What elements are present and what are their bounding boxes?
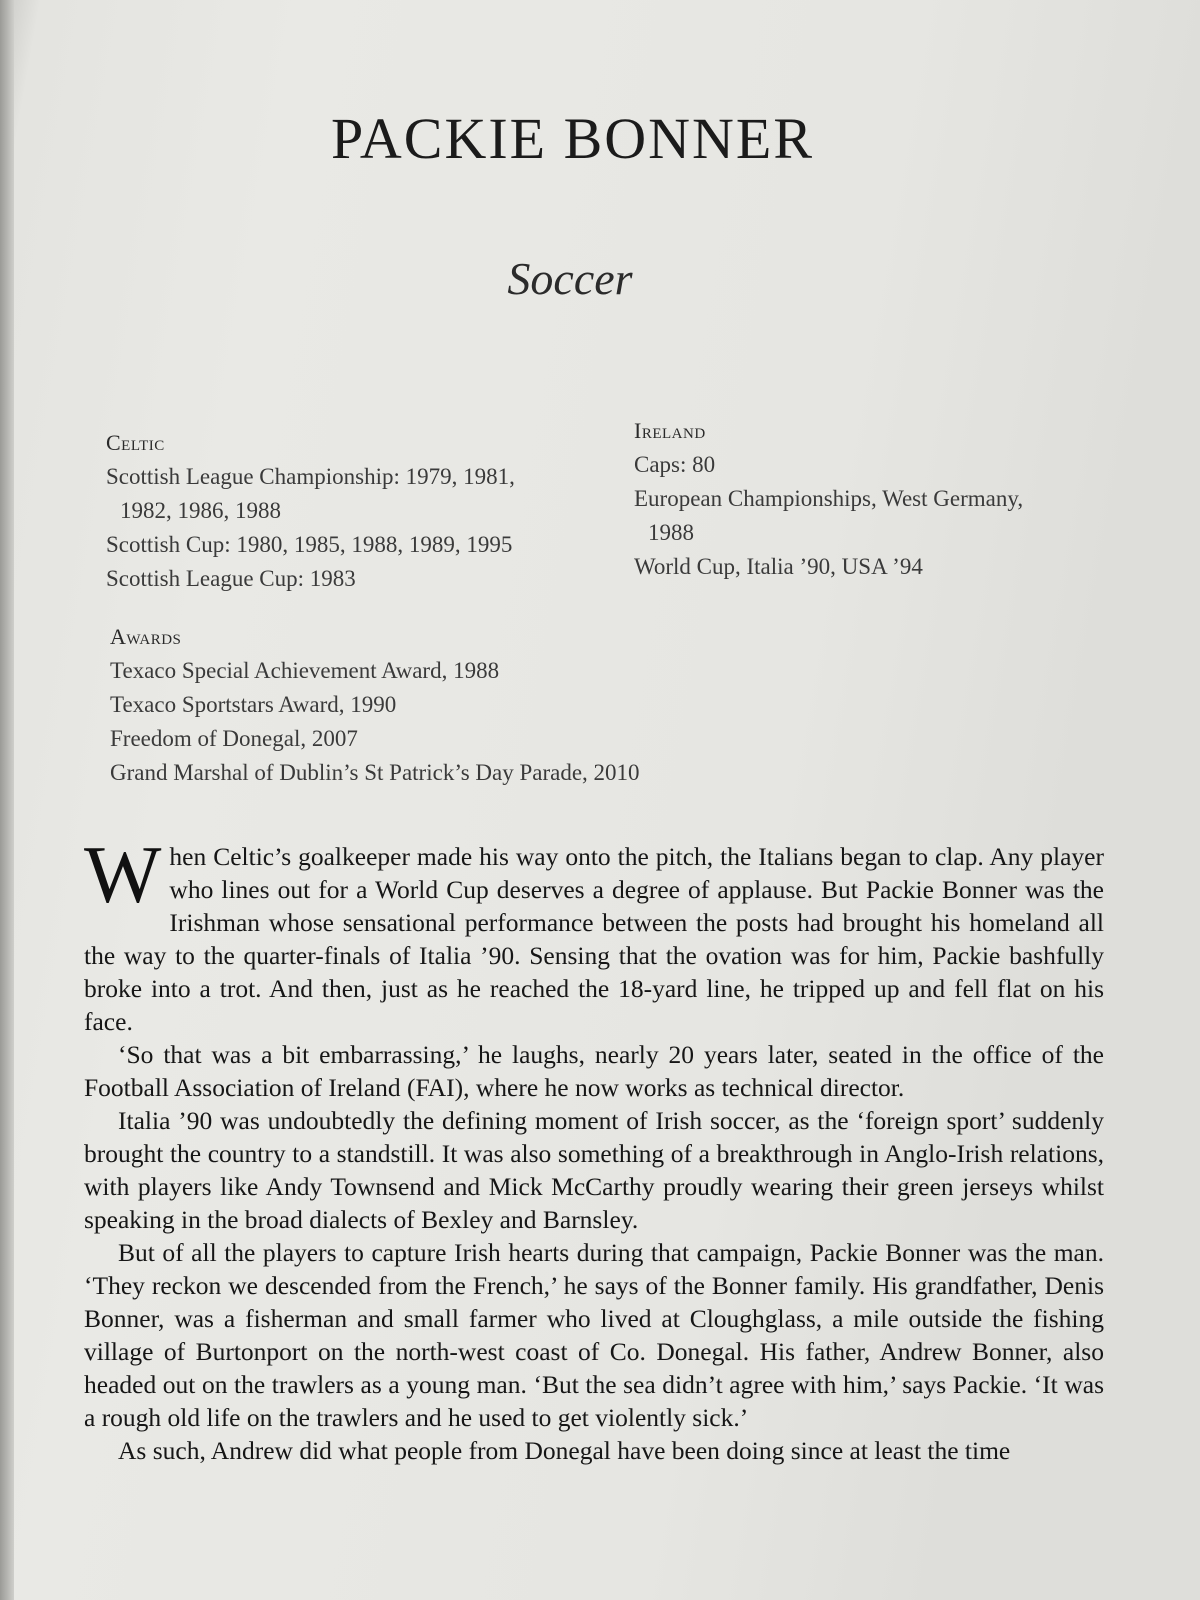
ireland-heading: Ireland [634, 418, 706, 443]
awards-list [110, 620, 640, 790]
celtic-honours [106, 426, 515, 596]
celtic-heading: Celtic [106, 430, 165, 455]
award-line: Grand Marshal of Dublin’s St Patrick’s Day Parade, 2010 [110, 760, 640, 785]
article-paragraph: As such, Andrew did what people from Donegal have been doing since at least the time [118, 1436, 1011, 1465]
award-line: Texaco Sportstars Award, 1990 [110, 692, 397, 717]
book-spine-shadow [0, 0, 14, 1600]
article-body [84, 829, 1104, 1467]
ireland-honours [634, 414, 1023, 584]
celtic-line: 1982, 1986, 1988 [120, 498, 281, 523]
page-title: PACKIE BONNER [330, 106, 815, 171]
ireland-line: Caps: 80 [634, 452, 716, 477]
award-line: Texaco Special Achievement Award, 1988 [110, 658, 500, 683]
ireland-line: 1988 [648, 520, 694, 545]
celtic-line: Scottish Cup: 1980, 1985, 1988, 1989, 1995 [106, 532, 513, 557]
article-paragraph: ‘So that was a bit embarrassing,’ he laughs, nearly 20 years later, seated in the office of the Football Association of Ireland (FAI), where he now works as technical director. [84, 1040, 1104, 1102]
ireland-line: European Championships, West Germany, [634, 486, 1024, 511]
ireland-line: World Cup, Italia ’90, USA ’94 [634, 554, 923, 579]
award-line: Freedom of Donegal, 2007 [110, 726, 358, 751]
page-subtitle: Soccer [507, 253, 633, 304]
article-paragraph [84, 829, 1104, 1038]
paragraph-text: hen Celtic’s goalkeeper made his way onto the pitch, the Italians began to clap. Any player who lines out for a World Cup deserves a degree of applause. But Packie Bonner was the Irishman whose sensational performance between the posts had brought his homeland all the way to the quarter-finals of Italia ’90. Sensing that the ovation was for him, Packie bashfully broke into a trot. And then, just as he reached the 18-yard line, he tripped up and fell flat on his face. [84, 842, 1104, 1036]
awards-heading: Awards [110, 624, 182, 649]
drop-cap: W [84, 829, 162, 920]
article-paragraph: Italia ’90 was undoubtedly the defining moment of Irish soccer, as the ‘foreign sport’ suddenly brought the country to a standstill. It was also something of a breakthrough in Anglo-Irish relations, with players like Andy Townsend and Mick McCarthy proudly wearing their green jerseys whilst speaking in the broad dialects of Bexley and Barnsley. [84, 1106, 1104, 1234]
celtic-line: Scottish League Cup: 1983 [106, 566, 356, 591]
celtic-line: Scottish League Championship: 1979, 1981, [106, 464, 515, 489]
article-paragraph: But of all the players to capture Irish hearts during that campaign, Packie Bonner was the man. ‘They reckon we descended from the French,’ he says of the Bonner family. His grandfather, Denis Bonner, was a fisherman and small farmer who lived at Cloughglass, a mile outside the fishing village of Burtonport on the north-west coast of Co. Donegal. His father, Andrew Bonner, also headed out on the trawlers as a young man. ‘But the sea didn’t agree with him,’ says Packie. ‘It was a rough old life on the trawlers and he used to get violently sick.’ [84, 1238, 1104, 1432]
